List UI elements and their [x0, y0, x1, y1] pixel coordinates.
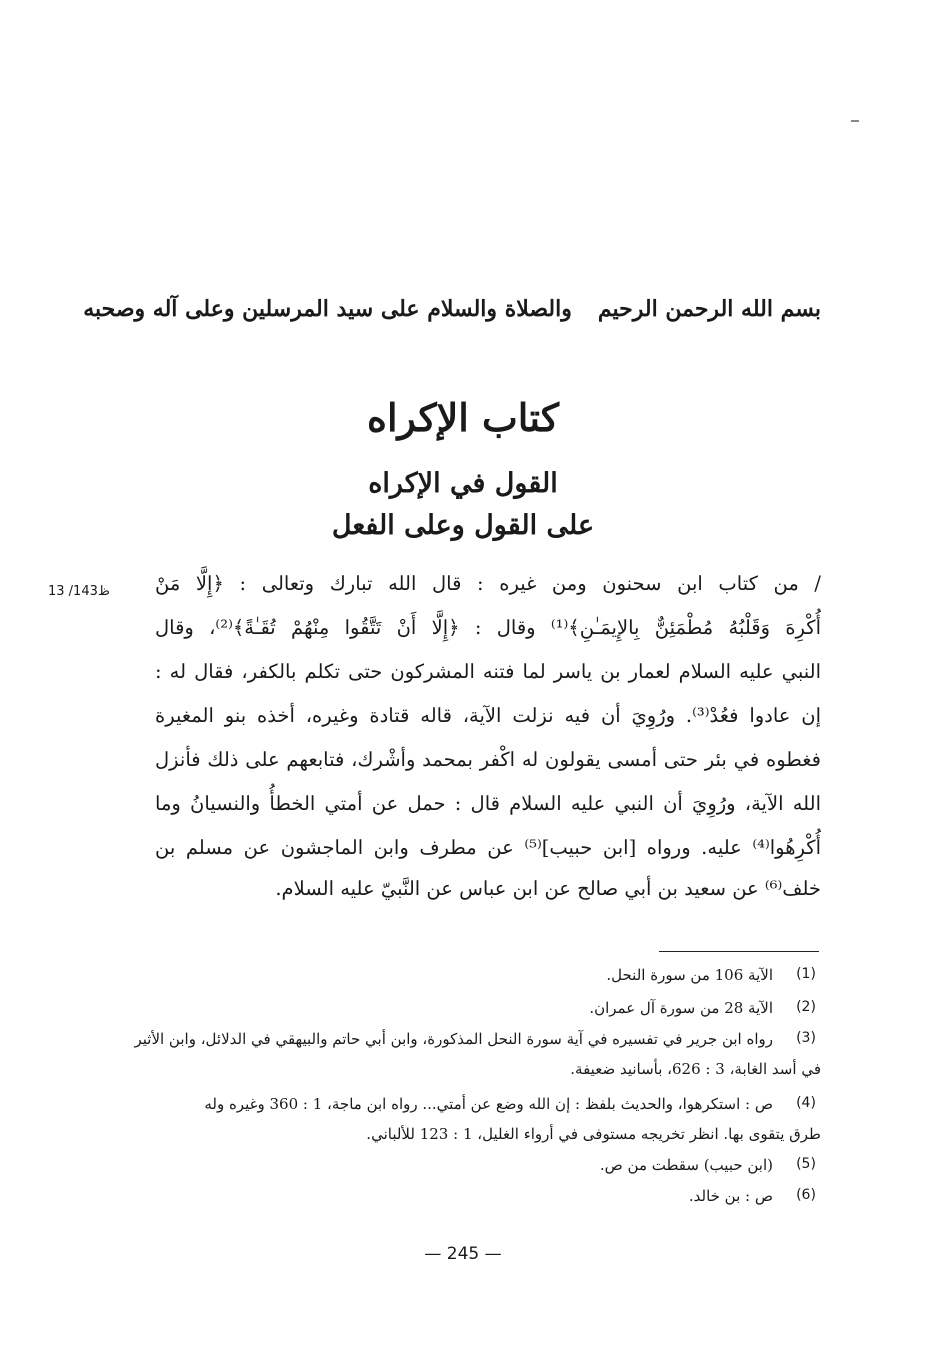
footnote-text: طرق يتقوى بها. انظر تخريجه مستوفى في أرواء الغليل، 1 : 123 للألباني.	[366, 1125, 821, 1143]
basmala-text: بسم الله الرحمن الرحيم	[597, 296, 821, 322]
body-line: خلف⁽⁶⁾ عن سعيد بن أبي صالح عن ابن عباس عن النَّبيّ عليه السلام.	[275, 877, 821, 900]
basmala-header	[83, 296, 821, 322]
book-title: كتاب الإكراه	[367, 395, 559, 440]
footnote-text: الآية 106 من سورة النحل.	[606, 966, 773, 984]
margin-manuscript-reference: 13 /143ظ	[48, 584, 110, 599]
body-line: إن عادوا فعُدْ⁽³⁾. ورُوِيَ أن فيه نزلت الآية، قاله قتادة وغيره، أخذه بنو المغيرة	[155, 704, 821, 727]
footnote-text: رواه ابن جرير في تفسيره في آية سورة النحل المذكورة، وابن أبي حاتم والبيهقي في الدلائل، وابن الأثير	[134, 1030, 773, 1048]
body-line: أُكْرِهُوا⁽⁴⁾ عليه. ورواه [ابن حبيب]⁽⁵⁾ عن مطرف وابن الماجشون عن مسلم بن	[155, 836, 821, 859]
chapter-title: القول في الإكراه	[368, 468, 558, 499]
body-line: / من كتاب ابن سحنون ومن غيره : قال الله تبارك وتعالى : ﴿إِلَّا مَنْ	[155, 572, 821, 595]
footnote-number: (4)	[796, 1095, 816, 1111]
scan-mark	[851, 120, 859, 122]
body-line: الله الآية، ورُوِيَ أن النبي عليه السلام قال : حمل عن أمتي الخطأُ والنسيانُ وما	[155, 792, 821, 815]
page-number: — 245 —	[424, 1244, 502, 1264]
footnote-number: (3)	[796, 1030, 816, 1046]
footnote-number: (5)	[796, 1156, 816, 1172]
footnote-number: (1)	[796, 966, 816, 982]
footnote-text: ص : استكرهوا، والحديث بلفظ : إن الله وضع عن أمتي... رواه ابن ماجة، 1 : 360 وغيره وله	[204, 1095, 773, 1113]
footnote-separator	[659, 951, 819, 952]
footnote-number: (2)	[796, 999, 816, 1015]
body-line: النبي عليه السلام لعمار بن ياسر لما فتنه المشركون حتى تكلم بالكفر، فقال له :	[155, 660, 821, 683]
footnote-text: الآية 28 من سورة آل عمران.	[589, 999, 773, 1017]
chapter-subtitle: على القول وعلى الفعل	[331, 510, 595, 541]
footnote-text: ص : بن خالد.	[688, 1187, 773, 1205]
salutation-text: والصلاة والسلام على سيد المرسلين وعلى آله وصحبه	[83, 296, 572, 322]
footnote-text: في أسد الغابة، 3 : 626، بأسانيد ضعيفة.	[570, 1060, 821, 1078]
footnote-number: (6)	[796, 1187, 816, 1203]
footnote-text: (ابن حبيب) سقطت من ص.	[599, 1156, 773, 1174]
body-line: فغطوه في بئر حتى أمسى يقولون له اكْفر بمحمد وأشْرك، فتابعهم على ذلك فأنزل	[155, 748, 821, 771]
body-line: أُكْرِهَ وَقَلْبُهُ مُطْمَئِنٌّ بِالإِيمَـٰنِ﴾⁽¹⁾ وقال : ﴿إِلَّا أَنْ تَتَّقُوا مِنْهُمْ تُقَـٰةً﴾⁽²⁾، وقال	[155, 616, 821, 639]
